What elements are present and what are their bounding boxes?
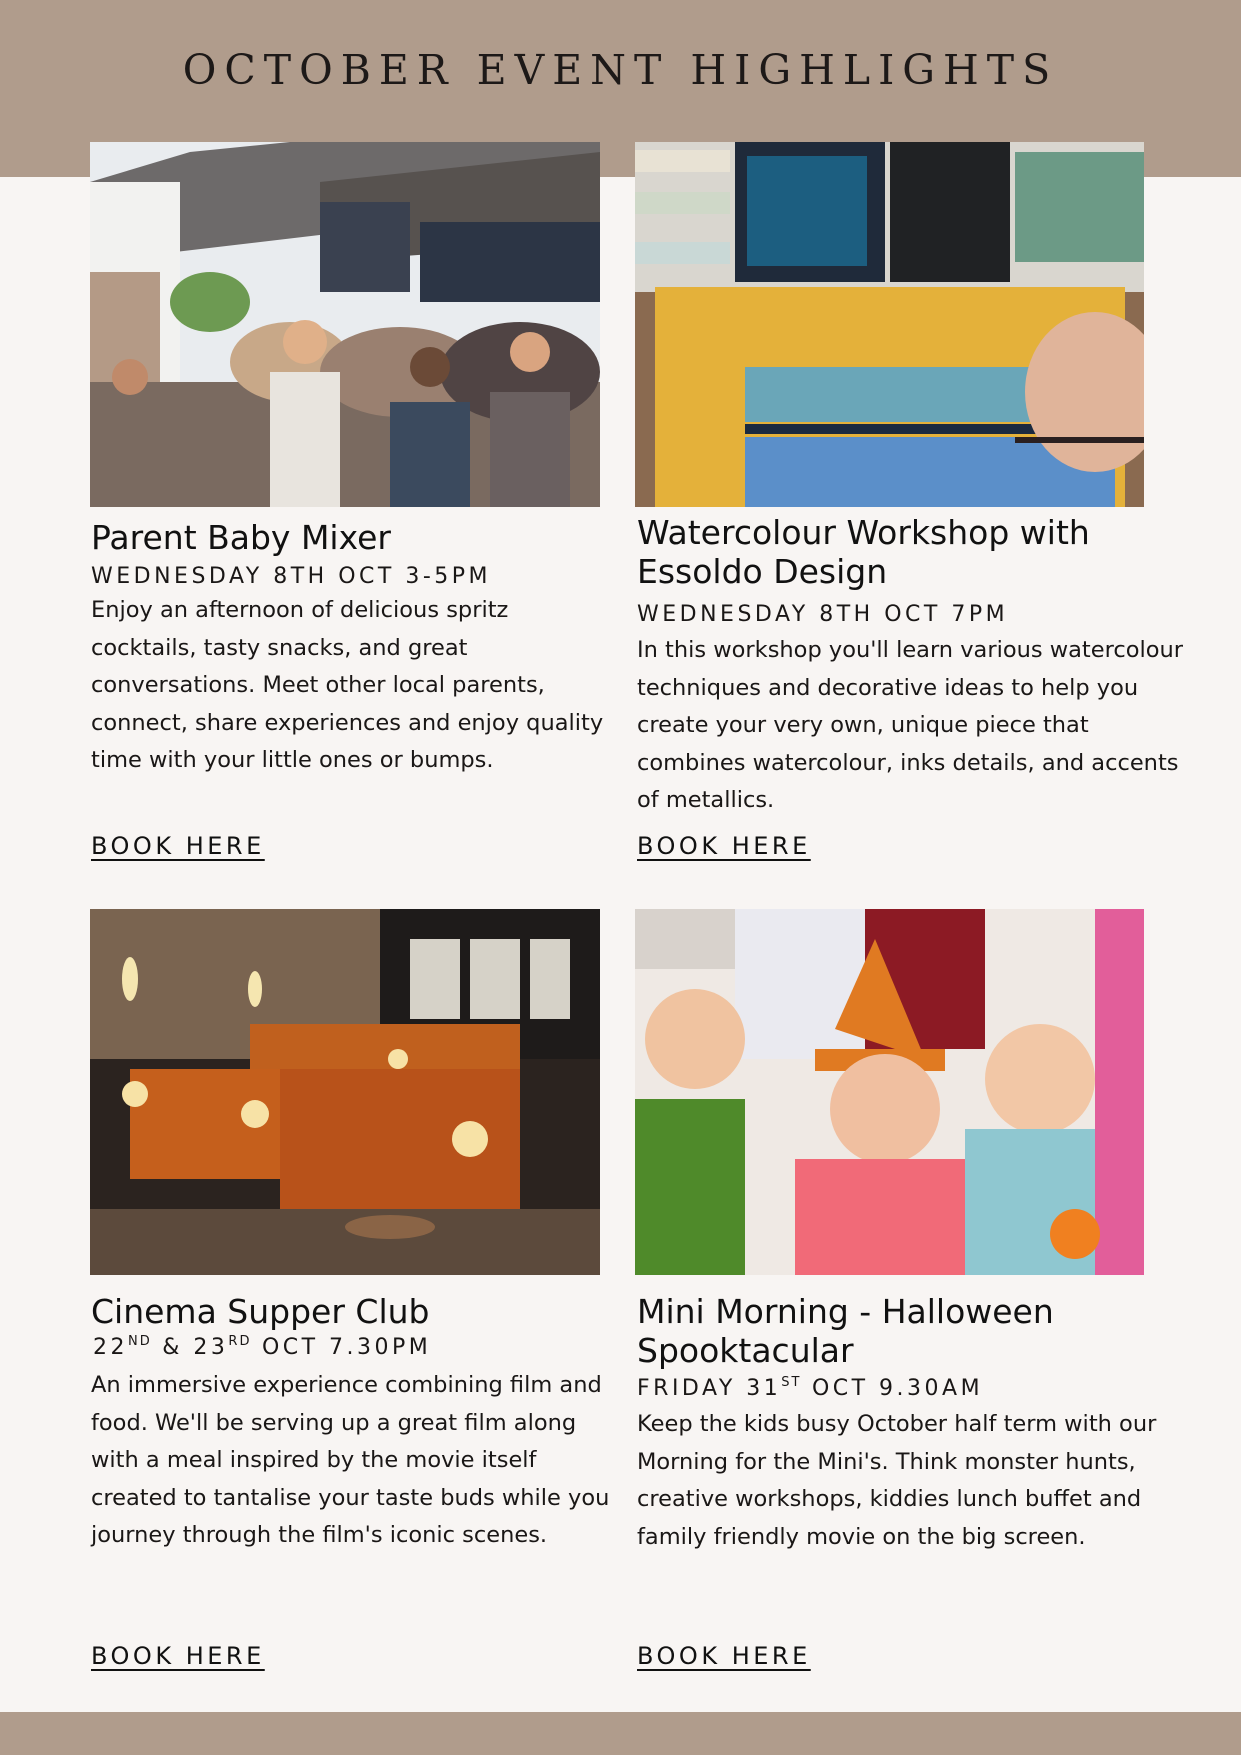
halloween-spooktacular-photo: [635, 909, 1144, 1275]
event-title: Parent Baby Mixer: [91, 518, 391, 557]
book-here-link[interactable]: BOOK HERE: [91, 1642, 265, 1670]
watercolour-workshop-photo: [635, 142, 1144, 507]
event-date: 22ND & 23RD OCT 7.30PM: [93, 1334, 432, 1360]
footer-band: [0, 1712, 1241, 1755]
page-title: OCTOBER EVENT HIGHLIGHTS: [182, 46, 1059, 94]
event-date: FRIDAY 31ST OCT 9.30AM: [637, 1375, 984, 1401]
event-description: In this workshop you'll learn various watercolour techniques and decorative ideas to help you create your very own, unique piece that combines watercolour, inks details, and accents of metallics.: [637, 637, 1183, 813]
event-date: WEDNESDAY 8TH OCT 7PM: [637, 602, 1009, 627]
event-title: Mini Morning - Halloween Spooktacular: [637, 1292, 1054, 1370]
book-here-link[interactable]: BOOK HERE: [637, 1642, 811, 1670]
event-description: Enjoy an afternoon of delicious spritz cocktails, tasty snacks, and great conversations. Meet other local parents, connect, share experiences and enjoy quality time with your little ones or bumps.: [91, 597, 604, 773]
event-title: Watercolour Workshop with Essoldo Design: [637, 513, 1090, 591]
book-here-link[interactable]: BOOK HERE: [91, 832, 265, 860]
event-title: Cinema Supper Club: [91, 1292, 430, 1331]
parent-baby-mixer-photo: [90, 142, 600, 507]
event-description: An immersive experience combining film and food. We'll be serving up a great film along with a meal inspired by the movie itself created to tantalise your taste buds while you journey through the film's iconic scenes.: [91, 1372, 610, 1548]
book-here-link[interactable]: BOOK HERE: [637, 832, 811, 860]
event-date: WEDNESDAY 8TH OCT 3-5PM: [91, 564, 492, 589]
event-description: Keep the kids busy October half term with our Morning for the Mini's. Think monster hunts, creative workshops, kiddies lunch buffet and family friendly movie on the big screen.: [637, 1411, 1157, 1550]
cinema-supper-club-photo: [90, 909, 600, 1275]
